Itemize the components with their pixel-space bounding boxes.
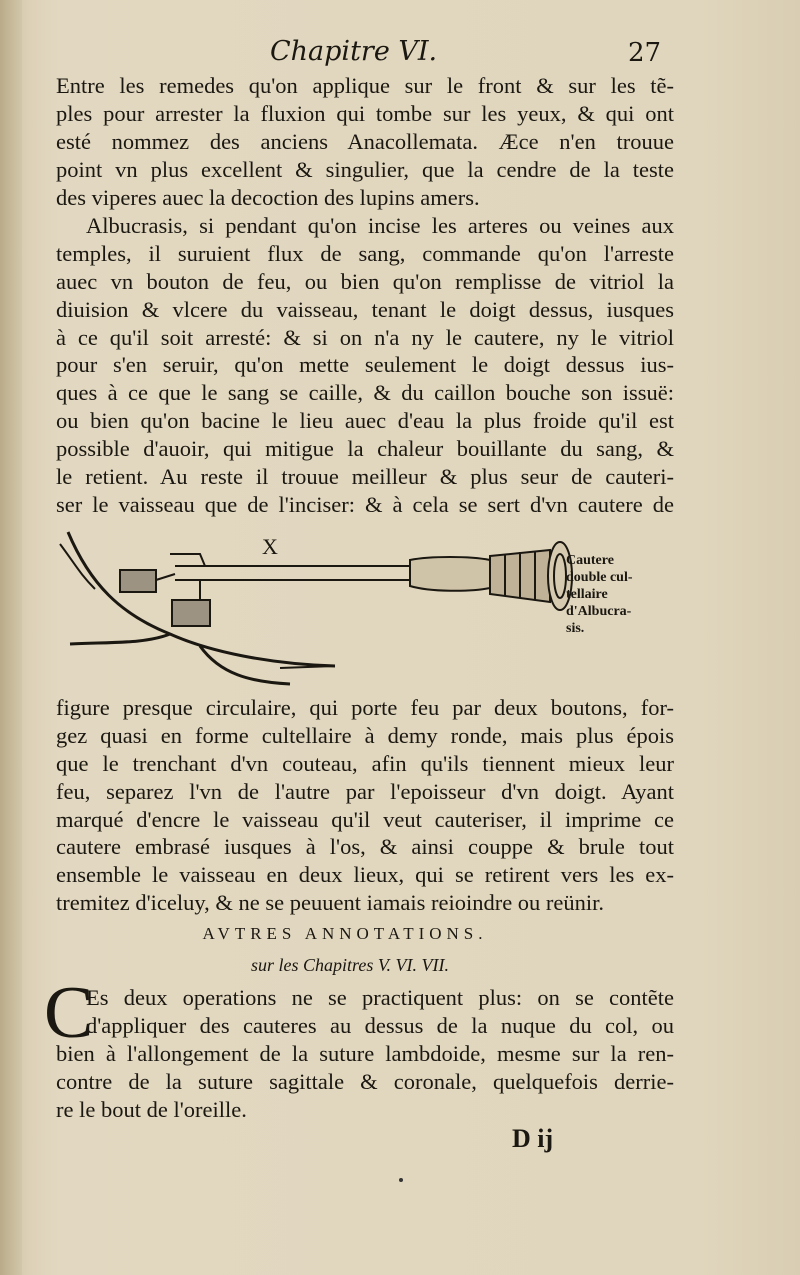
annotations-subheading: sur les Chapitres V. VI. VII. [251,955,449,975]
text-line: point vn plus excellent & singulier, que la cendre de la teste [56,156,674,182]
text-line: pour s'en seruir, qu'on mette seulement le doigt dessus ius- [56,352,674,378]
paragraph-4 [56,984,674,1123]
drop-cap: C [44,972,94,1054]
text-line: tremitez d'iceluy, & ne se peuuent iamais reioindre ou reünir. [56,890,605,916]
paragraph-1 [56,72,674,211]
text-line: à ce qu'il soit arresté: & si on n'a ny le cautere, ny le vitriol [56,324,674,350]
text-line: ples pour arrester la fluxion qui tombe sur les yeux, & qui ont [56,100,674,126]
text-line: Entre les remedes qu'on applique sur le front & sur les tẽ- [56,73,674,98]
annotations-heading: AVTRES ANNOTATIONS. [202,924,488,943]
text-line: d'appliquer des cauteres au dessus de la nuque du col, ou [86,1012,674,1038]
text-line: ser le vaisseau que de l'inciser: & à cela se sert d'vn cautere de [56,491,674,517]
text-line: Es deux operations ne se practiquent plus: on se contẽte [86,985,674,1010]
page-header [0,36,800,76]
text-line: figure presque circulaire, qui porte feu par deux boutons, for- [56,695,674,720]
text-line: que le trenchant d'vn couteau, afin qu'ils tiennent mieux leur [56,750,674,776]
text-line: ou bien qu'on bacine le lieu auec d'eau la plus froide qu'il est [56,408,674,434]
text-line: Albucrasis, si pendant qu'on incise les arteres ou veines aux [86,213,674,238]
text-line: possible d'auoir, qui mitigue la chaleur bouillante du sang, & [56,436,674,462]
paragraph-3 [56,694,674,917]
text-line: temples, il suruient flux de sang, commande qu'on l'arreste [56,240,674,266]
text-line: esté nommez des anciens Anacollemata. Æce n'en trouue [56,128,674,154]
caption-line: d'Albucra- [566,604,632,619]
figure-mark: X [262,534,278,559]
text-line: auec vn bouton de feu, ou bien qu'on remplisse de vitriol la [56,268,674,294]
text-line: cautere embrasé iusques à l'os, & ainsi couppe & brule tout [56,834,674,860]
page-number: 27 [628,38,662,68]
signature-mark: D ij [512,1124,554,1153]
figure-caption [566,552,666,637]
caption-line: Cautere [566,553,614,568]
text-line: feu, separez l'vn de l'autre par l'epoisseur d'vn doigt. Ayant [56,778,674,804]
running-head: Chapitre VI. [270,36,438,67]
caption-line: tellaire [566,587,608,602]
text-line: contre de la suture sagittale & coronale, quelquefois derrie- [56,1068,674,1094]
text-line: des viperes auec la decoction des lupins amers. [56,184,480,210]
text-line: diuision & vlcere du vaisseau, tenant le doigt dessus, iusques [56,296,674,322]
text-line: marqué d'encre le vaisseau qu'il veut cauteriser, il imprime ce [56,806,674,832]
text-line: gez quasi en forme cultellaire à demy ronde, mais plus épois [56,722,674,748]
text-line: ques à ce que le sang se caille, & du caillon bouche son issuë: [56,380,674,406]
text-line: le retient. Au reste il trouue meilleur & plus seur de cauteri- [56,464,674,490]
caption-line: sis. [566,621,585,636]
paragraph-2 [56,212,674,519]
text-line: re le bout de l'oreille. [56,1096,247,1122]
text-line: bien à l'allongement de la suture lambdoide, mesme sur la ren- [56,1040,674,1066]
page-gutter [0,0,22,1275]
text-line: ensemble le vaisseau en deux lieux, qui se retirent vers les ex- [56,862,674,888]
caption-line: double cul- [566,570,633,585]
ink-dot [399,1178,403,1182]
